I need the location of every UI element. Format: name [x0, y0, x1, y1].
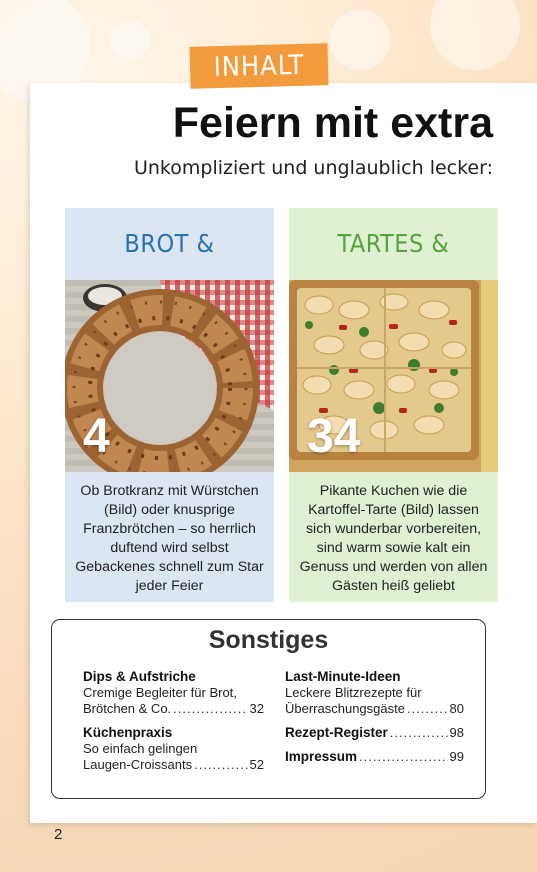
background-bokeh: [330, 10, 390, 70]
background-bokeh: [430, 0, 520, 70]
toc-entry-line: [285, 725, 464, 741]
page-number: 2: [54, 826, 63, 843]
toc-entry-line: [285, 749, 464, 765]
toc-entry-line: [285, 701, 464, 717]
toc-entry-text: So einfach gelingen: [83, 741, 198, 756]
toc-entry-line: [83, 757, 264, 773]
toc-entry-line: [83, 701, 264, 717]
dot-leader: [173, 701, 247, 717]
dot-leader: [390, 725, 448, 741]
dot-leader: [407, 701, 448, 717]
potato-tart-image: [289, 280, 498, 472]
dot-leader: [194, 757, 247, 773]
page-title: Feiern mit extra: [172, 99, 493, 147]
sonstiges-box: [51, 619, 486, 799]
toc-entry-heading: Last-Minute-Ideen: [285, 669, 401, 684]
toc-entry-page: 80: [449, 701, 464, 716]
card-heading: TARTES &: [337, 229, 450, 258]
toc-entry-impressum[interactable]: [285, 749, 464, 765]
toc-entry-heading: Rezept-Register: [285, 725, 388, 740]
toc-entry-heading: Dips & Aufstriche: [83, 669, 196, 684]
toc-entry-text: Leckere Blitzrezepte für: [285, 685, 422, 700]
toc-entry-text: Laugen-Croissants: [83, 757, 193, 772]
card-description: Ob Brotkranz mit Würstchen (Bild) oder knusprige Franzbrötchen – so herrlich duftend wird selbst Gebackenes schnell zum Star jeder Feier: [75, 483, 264, 594]
dot-leader: [359, 749, 448, 765]
toc-entry-text: Überraschungsgäste: [285, 701, 405, 716]
toc-entry-heading: Impressum: [285, 749, 358, 764]
card-tarts[interactable]: [289, 208, 498, 602]
card-page-number: 4: [83, 410, 110, 463]
toc-entry-page: 99: [449, 749, 464, 764]
section-tab: INHALT: [189, 43, 328, 89]
toc-entry-last-minute[interactable]: [285, 669, 464, 717]
toc-entry-text: Cremige Begleiter für Brot,: [83, 685, 237, 700]
card-description: Pikante Kuchen wie die Kartoffel-Tarte (Bild) lassen sich wunderbar vorbereiten, sind warm sowie kalt ein Genuss und werden von allen Gästen heiß geliebt: [299, 483, 488, 594]
toc-entry-rezept-register[interactable]: [285, 725, 464, 741]
toc-entry-dips[interactable]: [83, 669, 264, 717]
toc-entry-page: 32: [249, 701, 264, 716]
toc-entry-heading: Küchenpraxis: [83, 725, 173, 740]
card-heading: BROT &: [124, 229, 215, 258]
sonstiges-title: Sonstiges: [208, 626, 329, 654]
toc-entry-kuechenpraxis[interactable]: [83, 725, 264, 773]
page-subtitle: Unkompliziert und unglaublich lecker:: [133, 157, 493, 179]
card-bread[interactable]: [65, 208, 274, 602]
background-bokeh: [110, 20, 150, 60]
toc-entry-text: Brötchen & Co.: [83, 701, 172, 716]
bread-wreath-image: [65, 280, 274, 472]
sonstiges-right-column: [285, 669, 464, 773]
card-page-number: 34: [307, 410, 361, 463]
sonstiges-left-column: [83, 669, 264, 781]
toc-entry-page: 98: [449, 725, 464, 740]
toc-entry-page: 52: [249, 757, 264, 772]
